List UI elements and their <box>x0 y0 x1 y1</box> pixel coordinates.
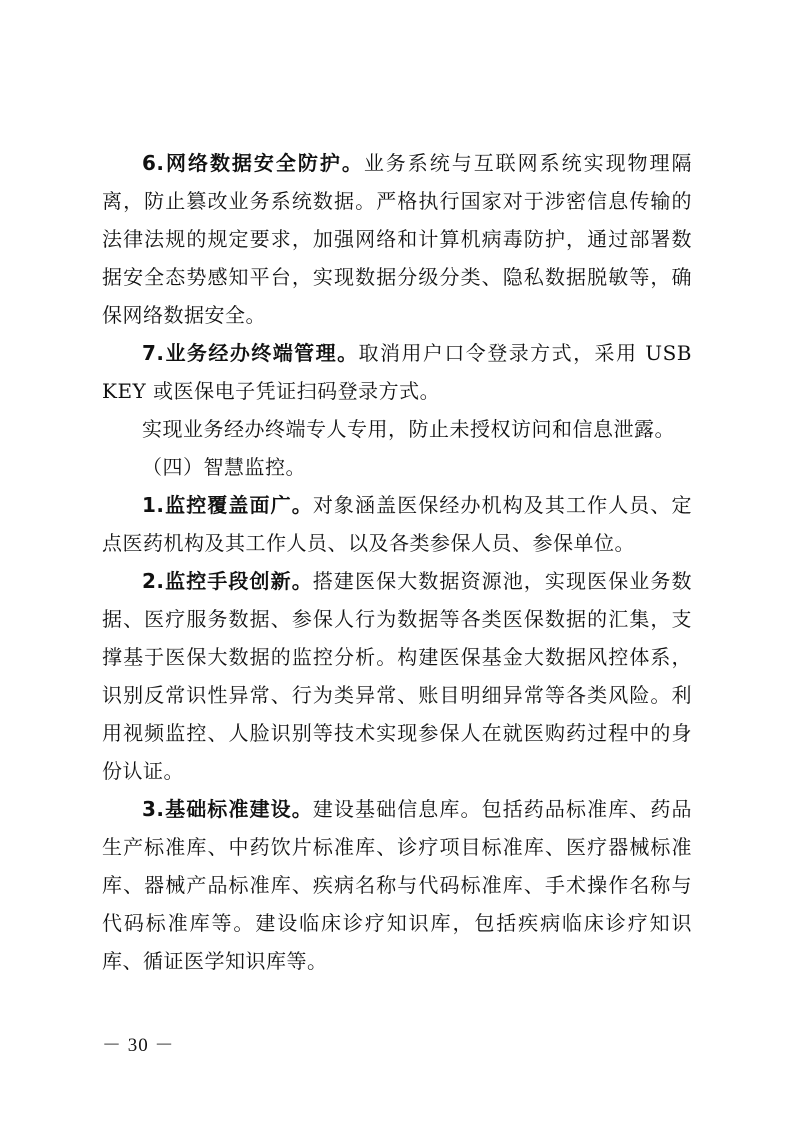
paragraph-heading: 6.网络数据安全防护。 <box>142 151 364 175</box>
paragraph-text: 对象涵盖医保经办机构及其工作人员、定点医药机构及其工作人员、以及各类参保人员、参保单位。 <box>102 493 693 555</box>
paragraph-monitoring-innovation <box>102 562 692 790</box>
paragraph-heading: 7.业务经办终端管理。 <box>142 341 359 365</box>
paragraph-monitoring-coverage <box>102 486 692 562</box>
paragraph-text: 业务系统与互联网系统实现物理隔离，防止篡改业务系统数据。严格执行国家对于涉密信息传输的法律法规的规定要求，加强网络和计算机病毒防护，通过部署数据安全态势感知平台，实现数据分级分类、隐私数据脱敏等，确保网络数据安全。 <box>102 151 693 327</box>
paragraph-network-security <box>102 144 692 334</box>
section-title: （四）智慧监控。 <box>142 455 306 479</box>
paragraph-text: 实现业务经办终端专人专用，防止未授权访问和信息泄露。 <box>142 417 675 441</box>
page-number: － 30 － <box>102 1035 175 1056</box>
paragraph-terminal-management <box>102 334 692 410</box>
paragraph-heading: 2.监控手段创新。 <box>142 569 313 593</box>
section-heading-smart-monitoring <box>102 448 692 486</box>
paragraph-heading: 3.基础标准建设。 <box>142 797 313 821</box>
paragraph-terminal-dedicated <box>102 410 692 448</box>
paragraph-text: 搭建医保大数据资源池，实现医保业务数据、医疗服务数据、参保人行为数据等各类医保数据的汇集，支撑基于医保大数据的监控分析。构建医保基金大数据风控体系，识别反常识性异常、行为类异常、账目明细异常等各类风险。利用视频监控、人脸识别等技术实现参保人在就医购药过程中的身份认证。 <box>102 569 693 783</box>
document-body <box>102 144 692 980</box>
paragraph-text: 取消用户口令登录方式，采用 USB KEY 或医保电子凭证扫码登录方式。 <box>102 341 692 403</box>
paragraph-text: 建设基础信息库。包括药品标准库、药品生产标准库、中药饮片标准库、诊疗项目标准库、医疗器械标准库、器械产品标准库、疾病名称与代码标准库、手术操作名称与代码标准库等。建设临床诊疗知识库，包括疾病临床诊疗知识库、循证医学知识库等。 <box>102 797 693 973</box>
paragraph-heading: 1.监控覆盖面广。 <box>142 493 313 517</box>
paragraph-standards-construction <box>102 790 692 980</box>
